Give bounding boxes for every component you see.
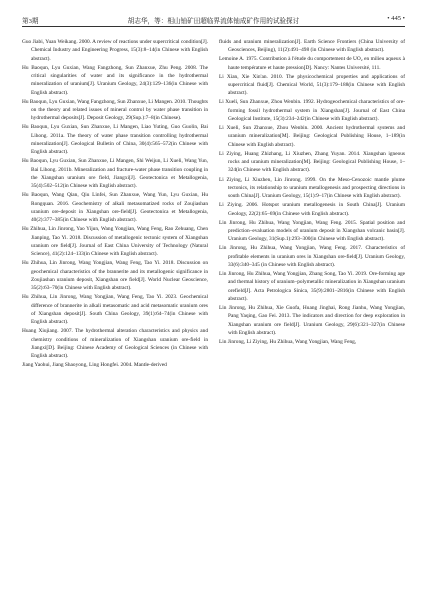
left-column bbox=[22, 38, 208, 591]
reference-entry: Lin Jinrong, Hu Zhihua, Xie Guofa, Huang Jinghai, Rong Jianhu, Wang Yongjian, Pang Yaqing, Gao Fei. 2013. The indicators and direction for deep exploration in Xiangshan uranium ore field[J]. Uranium Geology, 29(6):321–327(in Chinese with English abstract). bbox=[219, 304, 405, 336]
reference-entry: Li Xueli, Sun Zhanxue, Zhou Wenbin. 2000. Ancient hydrothermal systems and uranium mineralization[M]. Beijing: Geological Publishing House, 1–189(in Chinese with English abstract). bbox=[219, 125, 405, 148]
reference-entry: Li Ziying, Li Xiuzhen, Lin Jinrong. 1999. On the Meso-Cenozoic mantle plume tectonics, its relationship to uranium metallogenesis and prospecting directions in south China[J]. Uranium Geology, 15(1):9–17(in Chinese with English abstract). bbox=[219, 176, 405, 200]
reference-entry: Hu Baoqun, Lyu Guxian, Wang Fangzhong, Sun Zhanxue, Zhu Peng. 2008. The critical singularities of water and its significance in the hydrothermal mineralization of uranium[J]. Uranium Geology, 24(3):129–136(in Chinese with English abstract). bbox=[22, 64, 208, 96]
issue-label: 第3期 bbox=[22, 18, 39, 25]
reference-entry: Li Ziying, Huang Zhizhang, Li Xiuzhen, Zhang Yuyan. 2014. Xiangshan igneous rocks and uranium mineralization[M]. Beijing: Geological Publishing House, 1–324(in Chinese with English abstract). bbox=[219, 150, 405, 174]
reference-entry: Guo Jiabi, Yuan Weikang. 2000. A review of reactions under supercritical condition[J]. Chemical Industry and Engineering Progress, 15(3):8–14(in Chinese with English abstract). bbox=[22, 39, 208, 62]
reference-entry: Huang Xiujiang. 2007. The hydrothermal alteration characteristics and physics and chemistry conditions of mineralization of Xiangshan uranium ore-field in Jiangxi[D]. Beijing: Chinese Academy of Geological Sciences (in Chinese with English abstract). bbox=[22, 328, 208, 360]
reference-entry: Hu Baoqun, Lyu Guxian, Wang Fangzhong, Sun Zhanxue, Li Mangen. 2010. Thoughts on the theory and related issues of mineral control by water phase transition in hydrothermal deposits[J]. Deposit Geology, 29(Sup.):7–8(in Chinese). bbox=[22, 98, 208, 122]
reference-entry: Lin Jinrong, Hu Zhihua, Wang Yongjian, Wang Feng. 2017. Characteristics of profitable elements in uranium ores in Xiangshan ore-field[J]. Uranium Geology, 33(6):340–345 (in Chinese with English abstract). bbox=[219, 245, 405, 268]
reference-entry: Hu Zhihua, Lin Jinrong, Wang Yongjian, Wang Feng, Tao Yi. 2023. Geochemical difference of brannerite in alkali metasomatic and acid metasomatic uranium ores of Xiangshan deposit[J]. South China Geology, 39(1):64–74(in Chinese with English abstract). bbox=[22, 294, 208, 326]
page-number: • 445 • bbox=[387, 15, 405, 22]
reference-entry: Li Ziying. 2006. Hotspot uranium metallogenesis in South China[J]. Uranium Geology, 22(2):65–69(in Chinese with English abstract). bbox=[219, 202, 405, 217]
reference-entry: Lin Jinrong, Li Ziying, Hu Zhihua, Wang Yongjian, Wang Feng, bbox=[219, 338, 357, 345]
reference-entry: Hu Zhihua, Lin Jinrong, Wang Yongjian, Wang Feng, Tao Yi. 2018. Discussion on geochemical characteristics of the brannerite and its metallogenic significance in Zoujiashan uranium deposit, Xiangshan ore field[J]. World Nuclear Geoscience, 35(2):63–70(in Chinese with English abstract). bbox=[22, 260, 208, 292]
reference-entry: Hu Baoqun, Lyu Guxian, Sun Zhanxue, Li Mangen, Shi Weijun, Li Xueli, Wang Yun, Bai Lihong. 2011b. Mineralization and fracture-water phase transition coupling in the Xiangshan uranium ore field, Jiangxi[J]. Geotectonica et Metallogenia, 35(4):502–512(in Chinese with English abstract). bbox=[22, 158, 208, 190]
reference-entry: fluids and uranium mineralization[J]. Earth Science Frontiers (China University of Geosciences, Beijing), 11(2):491–498 (in Chinese with English abstract). bbox=[219, 39, 405, 54]
reference-entry: Jiang Yaohui, Jiang Shaoyong, Ling Hongfei. 2004. Mantle-derived bbox=[22, 362, 167, 369]
reference-entry: Hu Zhihua, Lin Jinrong, Yao Yijun, Wang Yongjian, Wang Feng, Rao Zehuang, Chen Jianping, Tao Yi. 2018. Discussion of metallogenic tectonic system of Xiangshan uranium ore field[J]. Journal of East China University of Technology (Natural Science), 41(2):124–133(in Chinese with English abstract). bbox=[22, 226, 208, 258]
right-column bbox=[219, 38, 405, 591]
reference-entry: Lin Jinrong, Hu Zhihua, Wang Yongjian, Zhang Song, Tao Yi. 2019. Ore-forming age and thermal history of uranium–polymetallic mineralization in Xiangshan uranium orefield[J]. Acta Petrologica Sinica, 35(9):2801–2816(in Chinese with English abstract). bbox=[219, 270, 405, 302]
reference-entry: Hu Baoqun, Wang Qian, Qiu Linfei, Sun Zhanxue, Wang Yun, Lyu Guxian, Hu Rongquan. 2016. Geochemistry of alkali metasomatized rocks of Zoujiashan uranium ore-deposit in Xiangshan ore-field[J]. Geotectonica et Metallogenia, 40(2):377–385(in Chinese with English abstract). bbox=[22, 192, 208, 224]
running-header bbox=[22, 14, 405, 27]
reference-entry: Hu Baoqun, Lyu Guxian, Sun Zhanxue, Li Mangen, Liao Yuting, Guo Guolin, Bai Lihong. 2011a. The theory of water phase transition controlling hydrothermal mineralization[J]. Geological Bulletin of China, 30(4):565–572(in Chinese with English abstract). bbox=[22, 124, 208, 156]
reference-entry: Lin Jinrong, Hu Zhihua, Wang Yongjian, Wang Feng. 2015. Spatial position and prediction–evaluation models of uranium deposit in Xiangshan volcanic basin[J]. Uranium Geology, 31(Sup.1):293–300(in Chinese with English abstract). bbox=[219, 219, 405, 243]
reference-list bbox=[22, 38, 405, 591]
reference-entry: Lemoine A. 1975. Contribution à l'étude du comportement de UO₂ en milieu aqueux à haute température et haute pression[D]. Nancy: Nantes Université, 111. bbox=[219, 56, 405, 71]
reference-entry: Li Xueli, Sun Zhanxue, Zhou Wenbin. 1992. Hydrogeochemical characteristics of ore-forming fossil hydrothermal system in Xiangshan[J]. Journal of East China Geological Institute, 15(3):234–242(in Chinese with English abstract). bbox=[219, 99, 405, 123]
running-title: 胡志华，等：相山铀矿田超临界流体铀成矿作用的试验探讨 bbox=[127, 18, 300, 25]
reference-entry: Li Xian, Xie Xin'an. 2010. The physicochemical properties and applications of supercritical fluid[J]. Chemical World, 51(3):179–188(in Chinese with English abstract). bbox=[219, 73, 405, 97]
